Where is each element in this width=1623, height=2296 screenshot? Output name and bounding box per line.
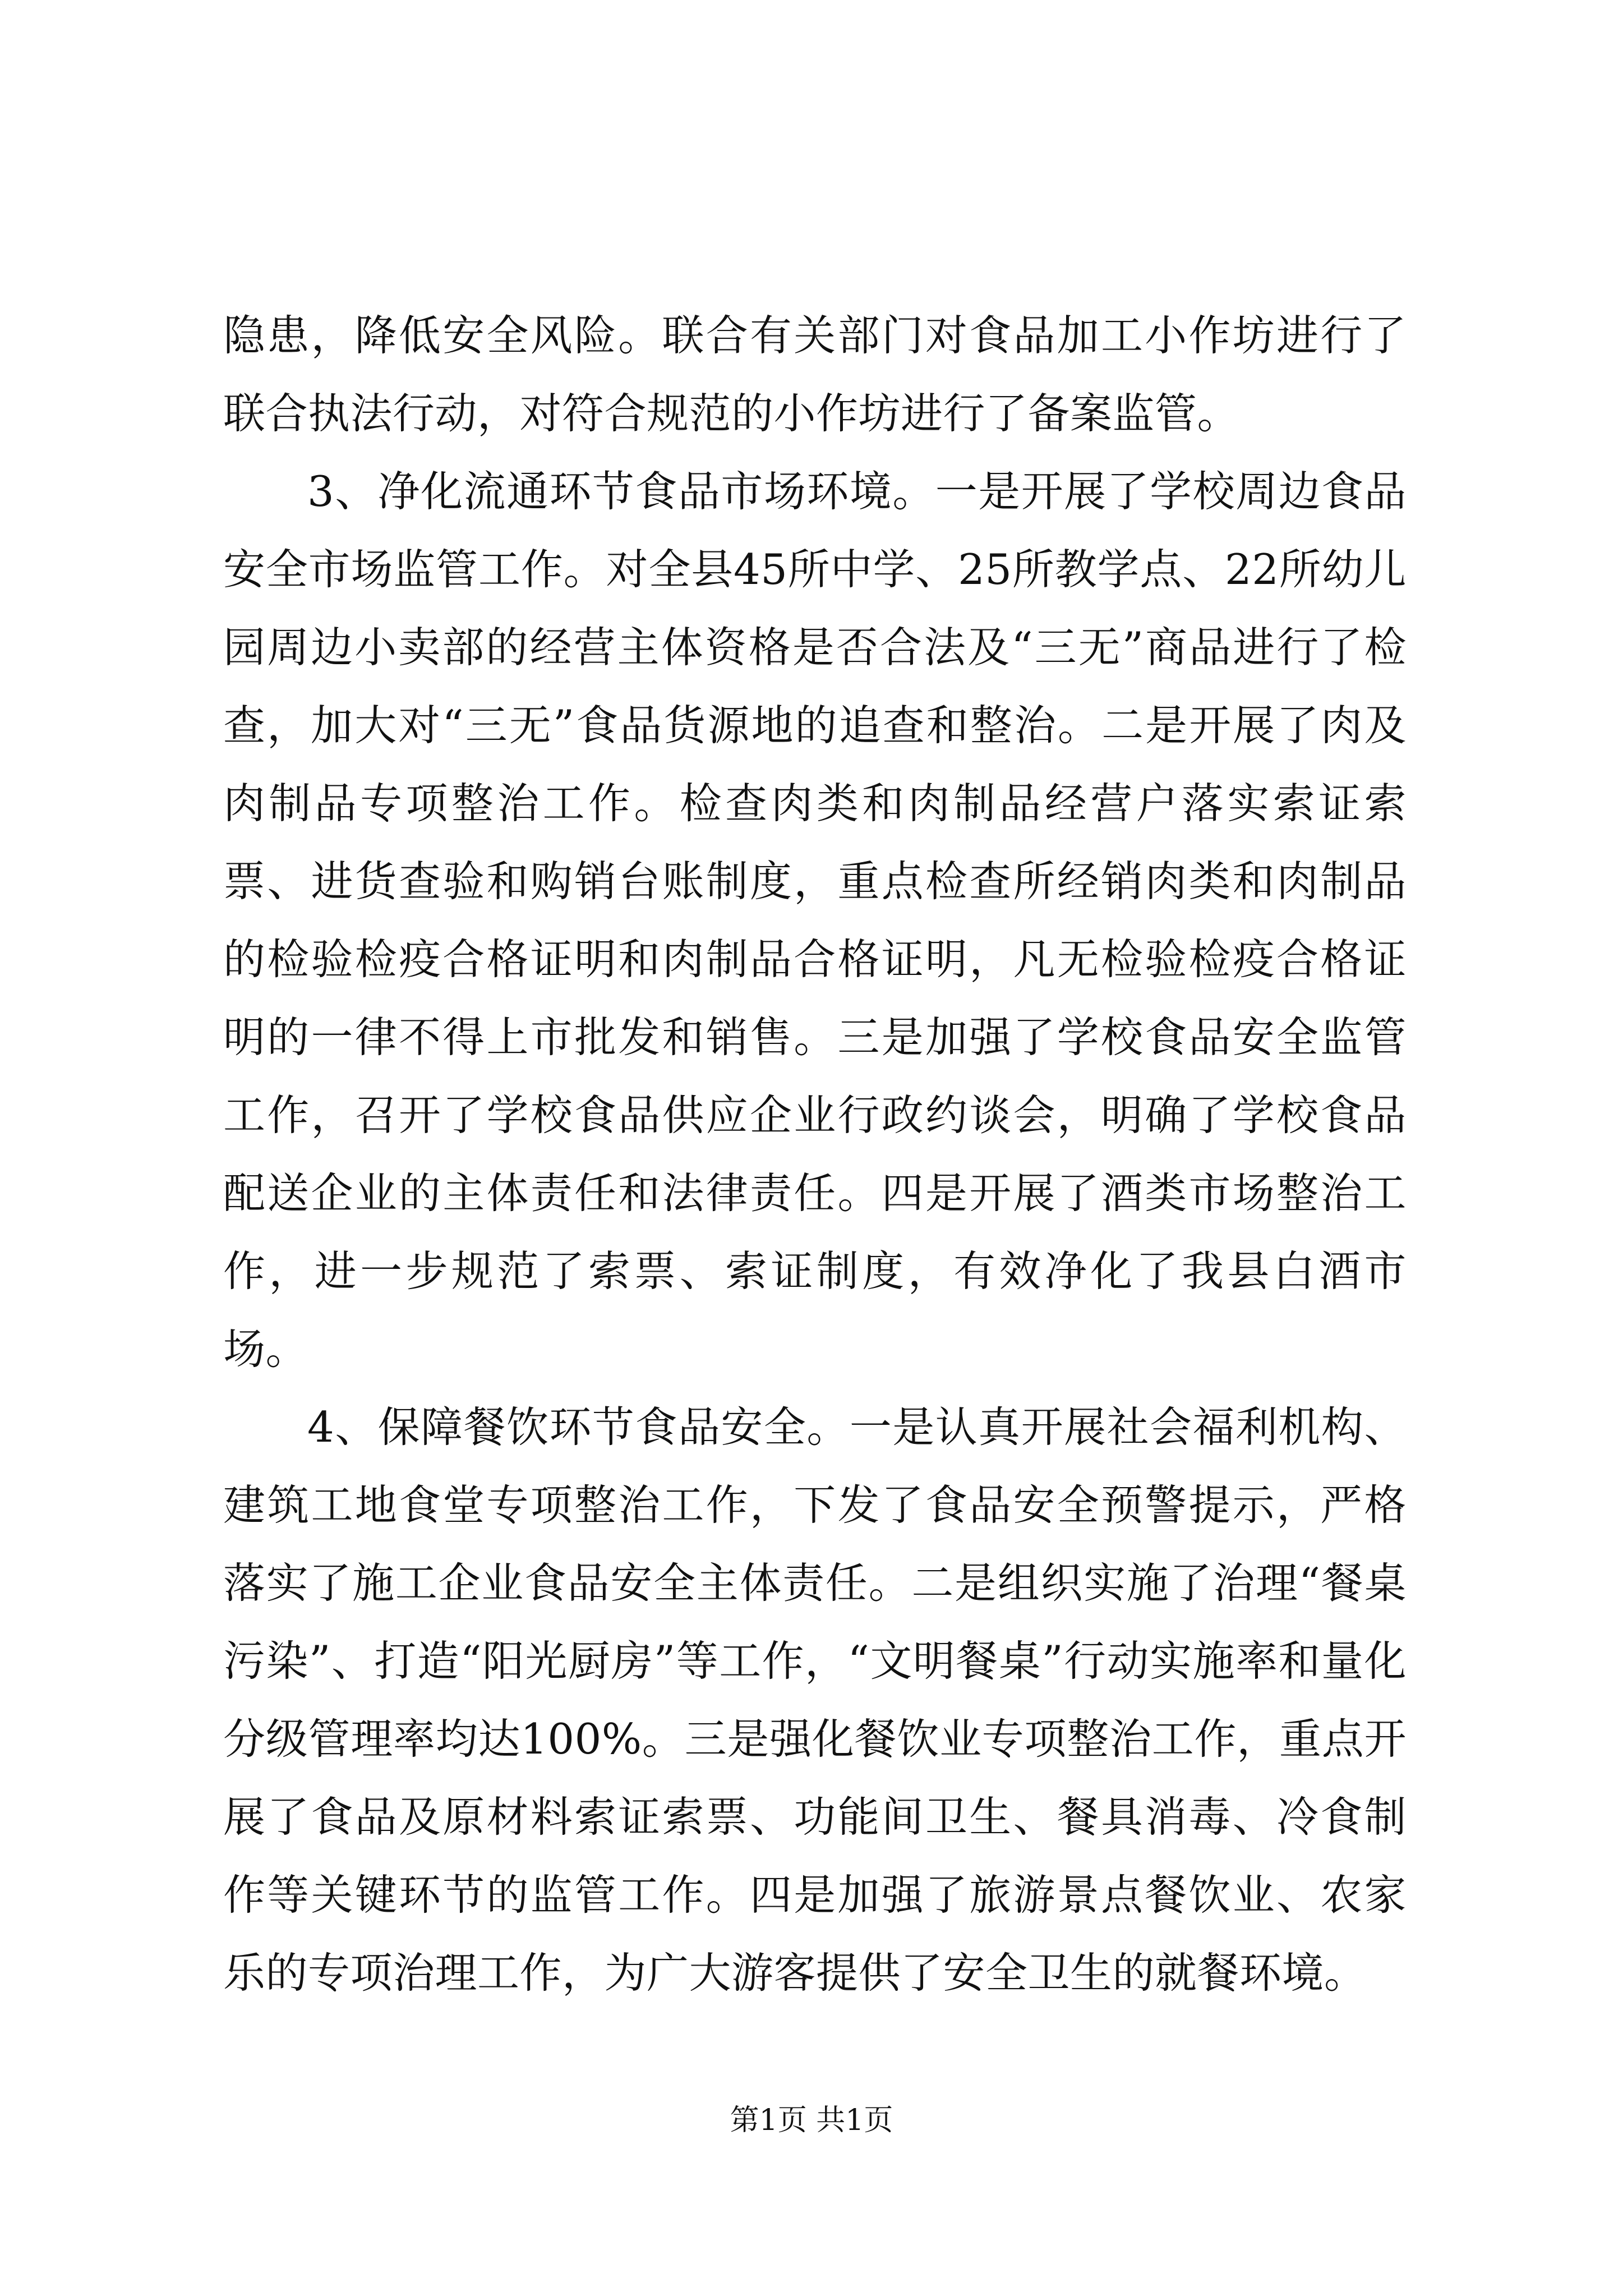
paragraph-catering: 4、保障餐饮环节食品安全。一是认真开展社会福利机构、建筑工地食堂专项整治工作，下发了食品安全预警提示，严格落实了施工企业食品安全主体责任。二是组织实施了治理“餐桌污染”、打造“阳光厨房”等工作，“文明餐桌”行动实施率和量化分级管理率均达100%。三是强化餐饮业专项整治工作，重点开展了食品及原材料索证索票、功能间卫生、餐具消毒、冷食制作等关键环节的监管工作。四是加强了旅游景点餐饮业、农家乐的专项治理工作，为广大游客提供了安全卫生的就餐环境。 [223,1402,1407,1998]
paragraph-circulation: 3、净化流通环节食品市场环境。一是开展了学校周边食品安全市场监管工作。对全县45所中学、25所教学点、22所幼儿园周边小卖部的经营主体资格是否合法及“三无”商品进行了检查，加大对“三无”食品货源地的追查和整治。二是开展了肉及肉制品专项整治工作。检查肉类和肉制品经营户落实索证索票、进货查验和购销台账制度，重点检查所经销肉类和肉制品的检验检疫合格证明和肉制品合格证明，凡无检验检疫合格证明的一律不得上市批发和销售。三是加强了学校食品安全监管工作，召开了学校食品供应企业行政约谈会，明确了学校食品配送企业的主体责任和法律责任。四是开展了酒类市场整治工作，进一步规范了索票、索证制度，有效净化了我县白酒市场。 [223,467,1407,1374]
page-footer: 第1页 共1页 [730,2104,893,2137]
document-body [223,297,1407,2012]
paragraph-continuation: 隐患，降低安全风险。联合有关部门对食品加工小作坊进行了联合执法行动，对符合规范的小作坊进行了备案监管。 [223,311,1407,438]
